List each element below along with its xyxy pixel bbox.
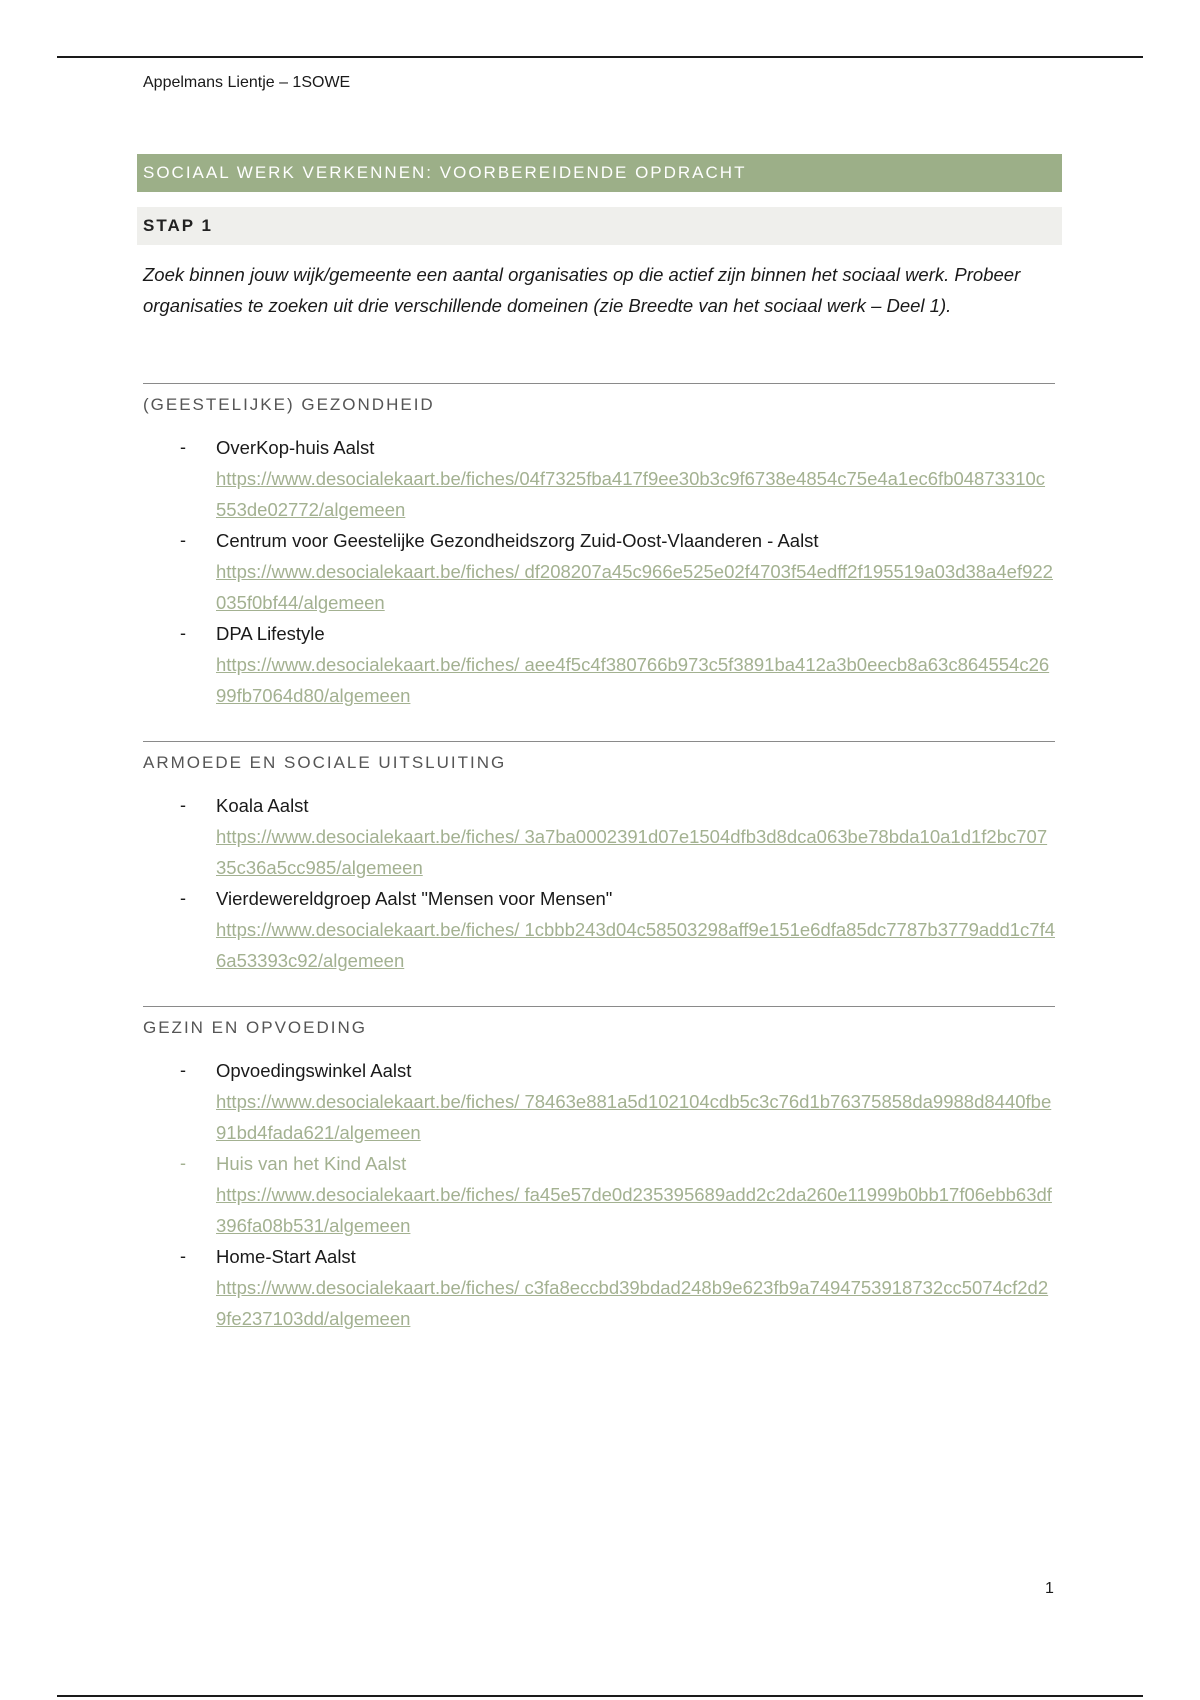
list-dash: - (180, 795, 186, 815)
organisation-list (143, 790, 1055, 976)
section-divider (143, 1006, 1055, 1007)
section-divider (143, 383, 1055, 384)
section-heading: (GEESTELIJKE) GEZONDHEID (143, 395, 435, 414)
section-divider (143, 741, 1055, 742)
document-title: SOCIAAL WERK VERKENNEN: VOORBEREIDENDE OPDRACHT (137, 154, 1062, 192)
organisation-name: Home-Start Aalst (216, 1246, 356, 1267)
organisation-name: Opvoedingswinkel Aalst (216, 1060, 412, 1081)
section-geestelijke-gezondheid (143, 383, 1055, 711)
list-dash: - (180, 1153, 186, 1173)
organisation-link[interactable]: https://www.desocialekaart.be/fiches/ 1cbbb243d04c58503298aff9e151e6dfa85dc7787b3779add1c7f46a53393c92/algemeen (216, 919, 1055, 971)
list-item (143, 1241, 1055, 1334)
organisation-link[interactable]: https://www.desocialekaart.be/fiches/ 3a7ba0002391d07e1504dfb3d8dca063be78bda10a1d1f2bc70735c36a5cc985/algemeen (216, 826, 1048, 878)
list-item (143, 1148, 1055, 1241)
list-dash: - (180, 1060, 186, 1080)
organisation-name: Vierdewereldgroep Aalst "Mensen voor Mensen" (216, 888, 613, 909)
list-dash: - (180, 530, 186, 550)
list-item (143, 883, 1055, 976)
list-item (143, 525, 1055, 618)
list-dash: - (180, 888, 186, 908)
header-author: Appelmans Lientje – 1SOWE (143, 74, 351, 91)
header-rule (57, 56, 1143, 58)
organisation-link[interactable]: https://www.desocialekaart.be/fiches/ aee4f5c4f380766b973c5f3891ba412a3b0eecb8a63c864554c2699fb7064d80/algemeen (216, 654, 1050, 706)
assignment-intro: Zoek binnen jouw wijk/gemeente een aantal organisaties op die actief zijn binnen het sociaal werk. Probeer organisaties te zoeken uit drie verschillende domeinen (zie Breedte van het sociaal werk – Deel 1). (143, 264, 1021, 316)
list-item (143, 618, 1055, 711)
section-heading: ARMOEDE EN SOCIALE UITSLUITING (143, 753, 507, 772)
section-gezin-opvoeding (143, 1006, 1055, 1334)
organisation-link[interactable]: https://www.desocialekaart.be/fiches/ 78463e881a5d102104cdb5c3c76d1b76375858da9988d8440fbe91bd4fada621/algemeen (216, 1091, 1052, 1143)
organisation-list (143, 1055, 1055, 1334)
step-heading: STAP 1 (137, 207, 1062, 245)
organisation-name: Centrum voor Geestelijke Gezondheidszorg Zuid-Oost-Vlaanderen - Aalst (216, 530, 819, 551)
organisation-link[interactable]: https://www.desocialekaart.be/fiches/ c3fa8eccbd39bdad248b9e623fb9a7494753918732cc5074cf2d29fe237103dd/algemeen (216, 1277, 1049, 1329)
organisation-list (143, 432, 1055, 711)
organisation-name: Koala Aalst (216, 795, 309, 816)
section-armoede (143, 741, 1055, 976)
list-item (143, 1055, 1055, 1148)
footer-rule (57, 1695, 1143, 1697)
organisation-link[interactable]: https://www.desocialekaart.be/fiches/ df208207a45c966e525e02f4703f54edff2f195519a03d38a4ef922035f0bf44/algemeen (216, 561, 1053, 613)
list-dash: - (180, 1246, 186, 1266)
list-item (143, 790, 1055, 883)
page-number: 1 (1045, 1580, 1054, 1597)
list-item (143, 432, 1055, 525)
organisation-name: Huis van het Kind Aalst (216, 1153, 407, 1174)
organisation-link[interactable]: https://www.desocialekaart.be/fiches/ fa45e57de0d235395689add2c2da260e11999b0bb17f06ebb63df396fa08b531/algemeen (216, 1184, 1052, 1236)
list-dash: - (180, 437, 186, 457)
section-heading: GEZIN EN OPVOEDING (143, 1018, 367, 1037)
organisation-name: DPA Lifestyle (216, 623, 325, 644)
organisation-name: OverKop-huis Aalst (216, 437, 375, 458)
list-dash: - (180, 623, 186, 643)
organisation-link[interactable]: https://www.desocialekaart.be/fiches/04f7325fba417f9ee30b3c9f6738e4854c75e4a1ec6fb04873310c553de02772/algemeen (216, 468, 1046, 520)
